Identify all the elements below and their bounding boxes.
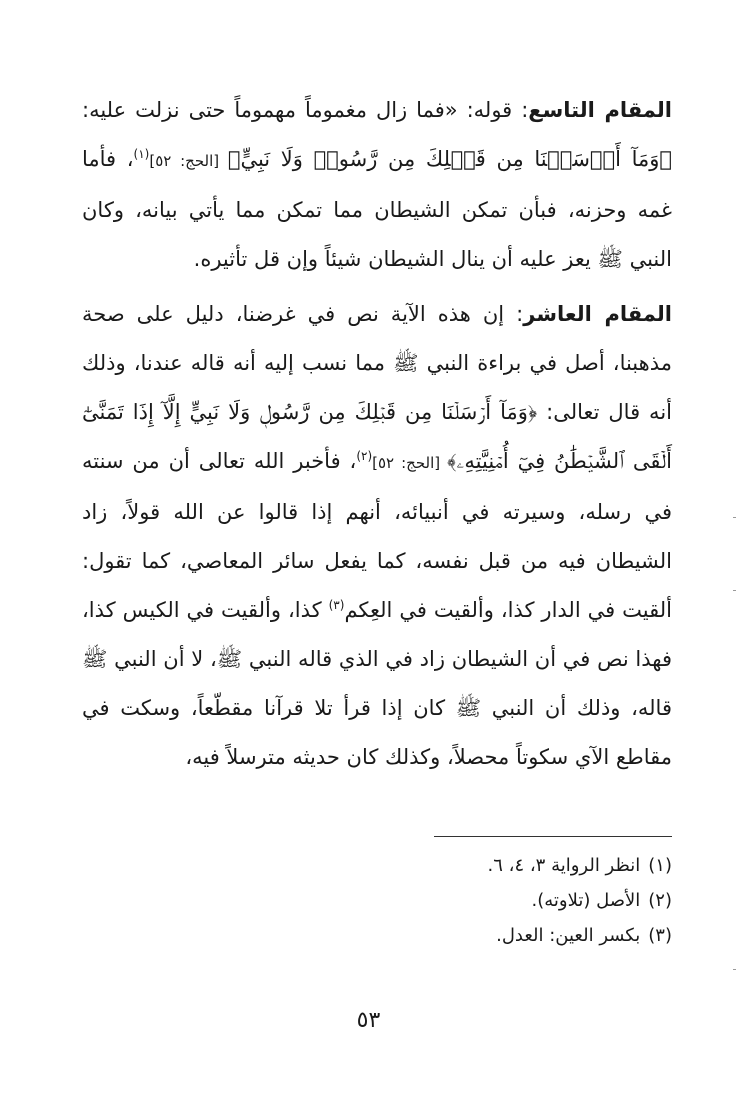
verse-reference: [الحج: ٥٢]	[149, 152, 228, 170]
footnote-text: الأصل (تلاوته).	[531, 890, 641, 911]
paragraph-lead: المقام التاسع	[528, 98, 672, 122]
footnote-number: (٣)	[648, 925, 672, 946]
paragraph-ninth-station	[82, 86, 672, 284]
footnote-text: بكسر العين: العدل.	[496, 925, 641, 946]
footnote-item	[82, 848, 672, 883]
footnotes	[82, 848, 672, 953]
verse-reference: [الحج: ٥٢]	[372, 454, 448, 472]
paragraph-tenth-station	[82, 290, 672, 782]
footnote-item	[82, 918, 672, 953]
scan-speck	[733, 517, 736, 518]
footnote-text: انظر الرواية ٣، ٤، ٦.	[487, 855, 641, 876]
page-number: ٥٣	[356, 1008, 381, 1033]
footnote-marker[interactable]: (٣)	[328, 598, 345, 612]
page-body	[82, 86, 672, 782]
footnote-marker[interactable]: (٢)	[356, 449, 373, 463]
quran-verse: ﴿وَمَآ أَرۡسَلۡنَا مِن قَبۡلِكَ مِن رَّسُولٖ وَلَا نَبِيٍّ إِلَّآ إِذَا تَمَنَّىٰٓ أَلۡقَى ٱلشَّيۡطَٰنُ فِيٓ أُمۡنِيَّتِهِۦ﴾	[82, 400, 672, 473]
footnote-number: (١)	[648, 855, 672, 876]
quran-verse: ﴿وَمَآ أَرۡسَلۡنَا مِن قَبۡلِكَ مِن رَّسُولٖ وَلَا نَبِيٍّ﴾	[227, 147, 672, 171]
paragraph-text: كذا، وألقيت في الكيس كذا، فهذا نص في أن الشيطان زاد في الذي قاله النبي ﷺ، لا أن النبي ﷺ قاله، وذلك أن النبي ﷺ كان إذا قرأ تلا قرآنا مقطّعاً، وسكت في مقاطع الآي سكوتاً محصلاً، وكذلك كان حديثه مترسلاً فيه،	[82, 598, 672, 769]
paragraph-text: ، فأما غمه وحزنه، فبأن تمكن الشيطان مما تمكن مما يأتي بيانه، وكان النبي ﷺ يعز عليه أن ينال الشيطان شيئاً وإن قل تأثيره.	[82, 147, 672, 271]
footnote-separator	[434, 836, 672, 837]
paragraph-text: : إن هذه الآية نص في غرضنا، دليل على صحة مذهبنا، أصل في براءة النبي ﷺ مما نسب إليه أنه قاله عندنا، وذلك أنه قال تعالى:	[82, 302, 672, 424]
footnote-marker[interactable]: (١)	[133, 147, 150, 161]
paragraph-lead: المقام العاشر	[523, 302, 673, 326]
scan-speck	[733, 969, 736, 970]
footnote-number: (٢)	[648, 890, 672, 911]
paragraph-text: ، فأخبر الله تعالى أن من سنته في رسله، وسيرته في أنبيائه، أنهم إذا قالوا عن الله قولاً، زاد الشيطان فيه من قبل نفسه، كما يفعل سائر المعاصي، كما تقول: ألقيت في الدار كذا، وألقيت في العِكم	[82, 449, 672, 622]
scan-speck	[733, 590, 736, 591]
paragraph-text: : قوله: «فما زال مغموماً مهموماً حتى نزلت عليه:	[82, 98, 529, 122]
footnote-item	[82, 883, 672, 918]
